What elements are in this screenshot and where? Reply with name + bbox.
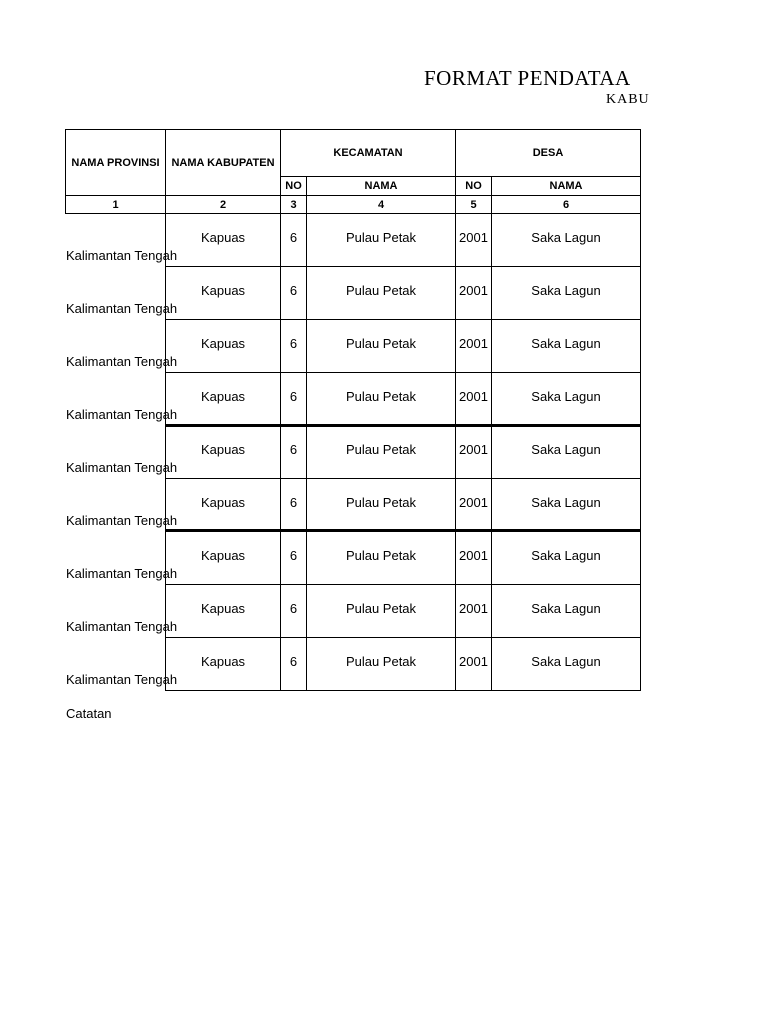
cell-kec-nama: Pulau Petak (306, 319, 456, 373)
cell-desa-no: 2001 (455, 372, 492, 426)
cell-kec-no: 6 (280, 372, 307, 426)
column-number: 3 (280, 195, 307, 214)
cell-kec-nama: Pulau Petak (306, 584, 456, 638)
cell-desa-no: 2001 (455, 425, 492, 479)
cell-desa-no: 2001 (455, 266, 492, 320)
cell-kec-no: 6 (280, 266, 307, 320)
header-provinsi: NAMA PROVINSI (65, 129, 166, 196)
cell-kec-nama: Pulau Petak (306, 266, 456, 320)
cell-provinsi: Kalimantan Tengah (66, 619, 178, 634)
cell-kec-no: 6 (280, 213, 307, 267)
cell-kec-nama: Pulau Petak (306, 372, 456, 426)
column-number: 2 (165, 195, 281, 214)
cell-desa-nama: Saka Lagun (491, 372, 641, 426)
cell-desa-nama: Saka Lagun (491, 425, 641, 479)
cell-provinsi: Kalimantan Tengah (66, 407, 178, 422)
cell-kec-no: 6 (280, 531, 307, 585)
cell-desa-nama: Saka Lagun (491, 531, 641, 585)
cell-kec-nama: Pulau Petak (306, 478, 456, 532)
cell-kec-no: 6 (280, 319, 307, 373)
cell-kec-nama: Pulau Petak (306, 531, 456, 585)
cell-desa-no: 2001 (455, 531, 492, 585)
cell-kabupaten: Kapuas (165, 531, 281, 585)
header-kabupaten: NAMA KABUPATEN (165, 129, 281, 196)
column-number: 5 (455, 195, 492, 214)
document-subtitle: KABU (606, 92, 650, 107)
cell-desa-no: 2001 (455, 319, 492, 373)
cell-kec-no: 6 (280, 637, 307, 691)
cell-provinsi: Kalimantan Tengah (66, 460, 178, 475)
cell-provinsi: Kalimantan Tengah (66, 248, 178, 263)
cell-desa-nama: Saka Lagun (491, 319, 641, 373)
cell-desa-no: 2001 (455, 213, 492, 267)
header-kec-no: NO (280, 176, 307, 196)
column-number: 1 (65, 195, 166, 214)
cell-desa-nama: Saka Lagun (491, 266, 641, 320)
column-number: 4 (306, 195, 456, 214)
row-divider-thick (165, 529, 641, 532)
cell-kec-nama: Pulau Petak (306, 637, 456, 691)
cell-desa-nama: Saka Lagun (491, 584, 641, 638)
document-title: FORMAT PENDATAA (424, 66, 631, 90)
cell-kabupaten: Kapuas (165, 637, 281, 691)
header-desa: DESA (455, 129, 641, 177)
cell-kec-nama: Pulau Petak (306, 425, 456, 479)
cell-desa-nama: Saka Lagun (491, 478, 641, 532)
header-kecamatan: KECAMATAN (280, 129, 456, 177)
cell-kabupaten: Kapuas (165, 266, 281, 320)
row-divider-thick (165, 424, 641, 427)
cell-kabupaten: Kapuas (165, 319, 281, 373)
header-kec-nama: NAMA (306, 176, 456, 196)
cell-kec-no: 6 (280, 425, 307, 479)
cell-kabupaten: Kapuas (165, 213, 281, 267)
cell-provinsi: Kalimantan Tengah (66, 566, 178, 581)
cell-kec-nama: Pulau Petak (306, 213, 456, 267)
cell-desa-no: 2001 (455, 478, 492, 532)
header-desa-nama: NAMA (491, 176, 641, 196)
header-desa-no: NO (455, 176, 492, 196)
cell-desa-nama: Saka Lagun (491, 637, 641, 691)
cell-desa-nama: Saka Lagun (491, 213, 641, 267)
cell-provinsi: Kalimantan Tengah (66, 513, 178, 528)
cell-provinsi: Kalimantan Tengah (66, 672, 178, 687)
cell-kec-no: 6 (280, 584, 307, 638)
cell-kabupaten: Kapuas (165, 478, 281, 532)
cell-kabupaten: Kapuas (165, 584, 281, 638)
cell-provinsi: Kalimantan Tengah (66, 301, 178, 316)
cell-desa-no: 2001 (455, 584, 492, 638)
cell-kabupaten: Kapuas (165, 425, 281, 479)
note-label: Catatan (66, 706, 112, 721)
cell-kec-no: 6 (280, 478, 307, 532)
column-number: 6 (491, 195, 641, 214)
cell-desa-no: 2001 (455, 637, 492, 691)
cell-kabupaten: Kapuas (165, 372, 281, 426)
cell-provinsi: Kalimantan Tengah (66, 354, 178, 369)
